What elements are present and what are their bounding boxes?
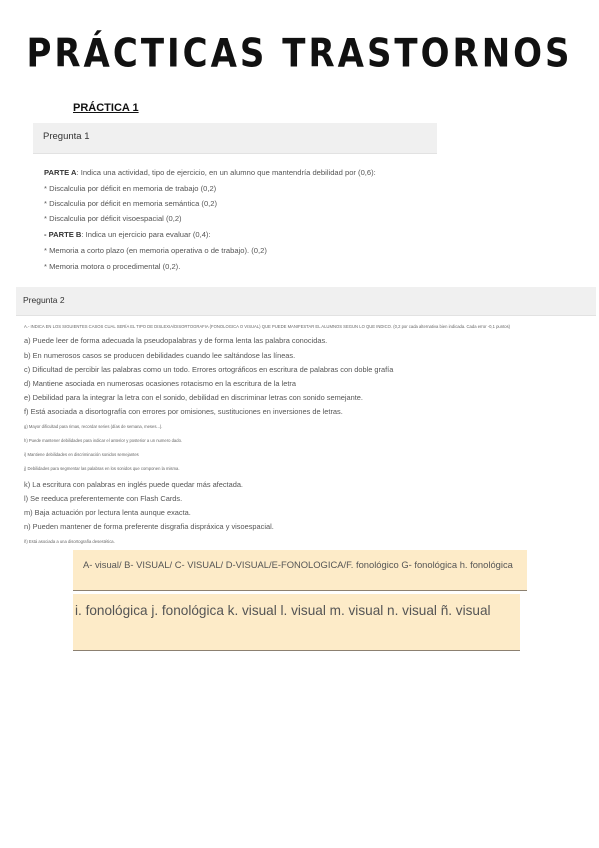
part-a-label: PARTE A [44, 168, 77, 177]
answer-box-1 [73, 550, 527, 591]
page-title: PRÁCTICAS TRASTORNOS [26, 31, 573, 77]
question-1-line: * Discalculia por déficit en memoria de trabajo (0,2) [44, 184, 217, 193]
question-1-title: Pregunta 1 [43, 131, 90, 142]
question-1-line: * Discalculia por déficit visoespacial (0,2) [44, 214, 182, 223]
question-2-header [16, 287, 596, 316]
question-1-line: * Memoria motora o procedimental (0,2). [44, 262, 181, 271]
question-2-item: e) Debilidad para la integrar la letra con el sonido, debilidad en discriminar letras con sonido semejante. [24, 393, 363, 402]
question-2-item: c) Dificultad de percibir las palabras como un todo. Errores ortográficos en escritura de palabras con doble grafía [24, 365, 394, 374]
question-1-line: * Memoria a corto plazo (en memoria operativa o de trabajo). (0,2) [44, 246, 267, 255]
answer-line-2: i. fonológica j. fonológica k. visual l. visual m. visual n. visual ñ. visual [75, 603, 491, 618]
question-2-item: n) Pueden mantener de forma preferente disgrafia dispráxica y visoespacial. [24, 522, 274, 531]
question-2-title: Pregunta 2 [23, 295, 65, 305]
question-2-instructions: A.- INDICA EN LOS SIGUIENTES CASOS CUAL SERÍA EL TIPO DE DISLEXIA/DISORTOGRAFIA (FONOLOGICA O VISUAL) QUE PUEDE MANIFESTAR EL ALUMNOS SEGUN LO QUE INDICO. (0,2 por cada alternativa bien indicada. Cada error -0,1 puntos) [24, 324, 511, 329]
question-2-item: l) Se reeduca preferentemente con Flash Cards. [24, 494, 183, 503]
question-2-item: j) Debilidades para segmentar las palabras en los sonidos que componen la misma. [24, 466, 180, 471]
practica-heading: PRÁCTICA 1 [73, 102, 139, 114]
question-1-line: - PARTE B: Indica un ejercicio para evaluar (0,4): [44, 230, 211, 239]
question-2-item: g) Mayor dificultad para rimas, recordar series (días de semana, meses...). [24, 424, 163, 429]
question-2-item: i) Mantiene debilidades en discriminación sonidos semejantes [24, 452, 139, 457]
answer-box-2 [73, 594, 520, 651]
question-2-item: h) Puede mantener debilidades para indicar el anterior y posterior a un numero dado. [24, 438, 183, 443]
question-2-item: d) Mantiene asociada en numerosas ocasiones rotacismo en la escritura de la letra [24, 379, 296, 388]
question-2-item: m) Baja actuación por lectura lenta aunque exacta. [24, 508, 191, 517]
question-1-line: * Discalculia por déficit en memoria semántica (0,2) [44, 199, 218, 208]
question-2-item: f) Está asociada a disortografía con errores por omisiones, sustituciones en inversiones de letras. [24, 407, 343, 416]
part-b-label: - PARTE B [44, 230, 82, 239]
question-1-header [33, 123, 437, 154]
question-2-item: a) Puede leer de forma adecuada la pseudopalabras y de forma lenta las palabra conocidas. [24, 336, 328, 345]
question-1-line: PARTE A: Indica una actividad, tipo de ejercicio, en un alumno que mantendría debilidad por (0,6): [44, 168, 376, 177]
question-2-item: b) En numerosos casos se producen debilidades cuando lee saltándose las líneas. [24, 351, 296, 360]
answer-line-1: A- visual/ B- VISUAL/ C- VISUAL/ D-VISUAL/E-FONOLOGICA/F. fonológico G- fonológica h. fonológica [83, 559, 513, 570]
question-2-item: ñ) Está asociada a una disortografía desestética. [24, 539, 115, 544]
question-2-item: k) La escritura con palabras en inglés puede quedar más afectada. [24, 480, 243, 489]
